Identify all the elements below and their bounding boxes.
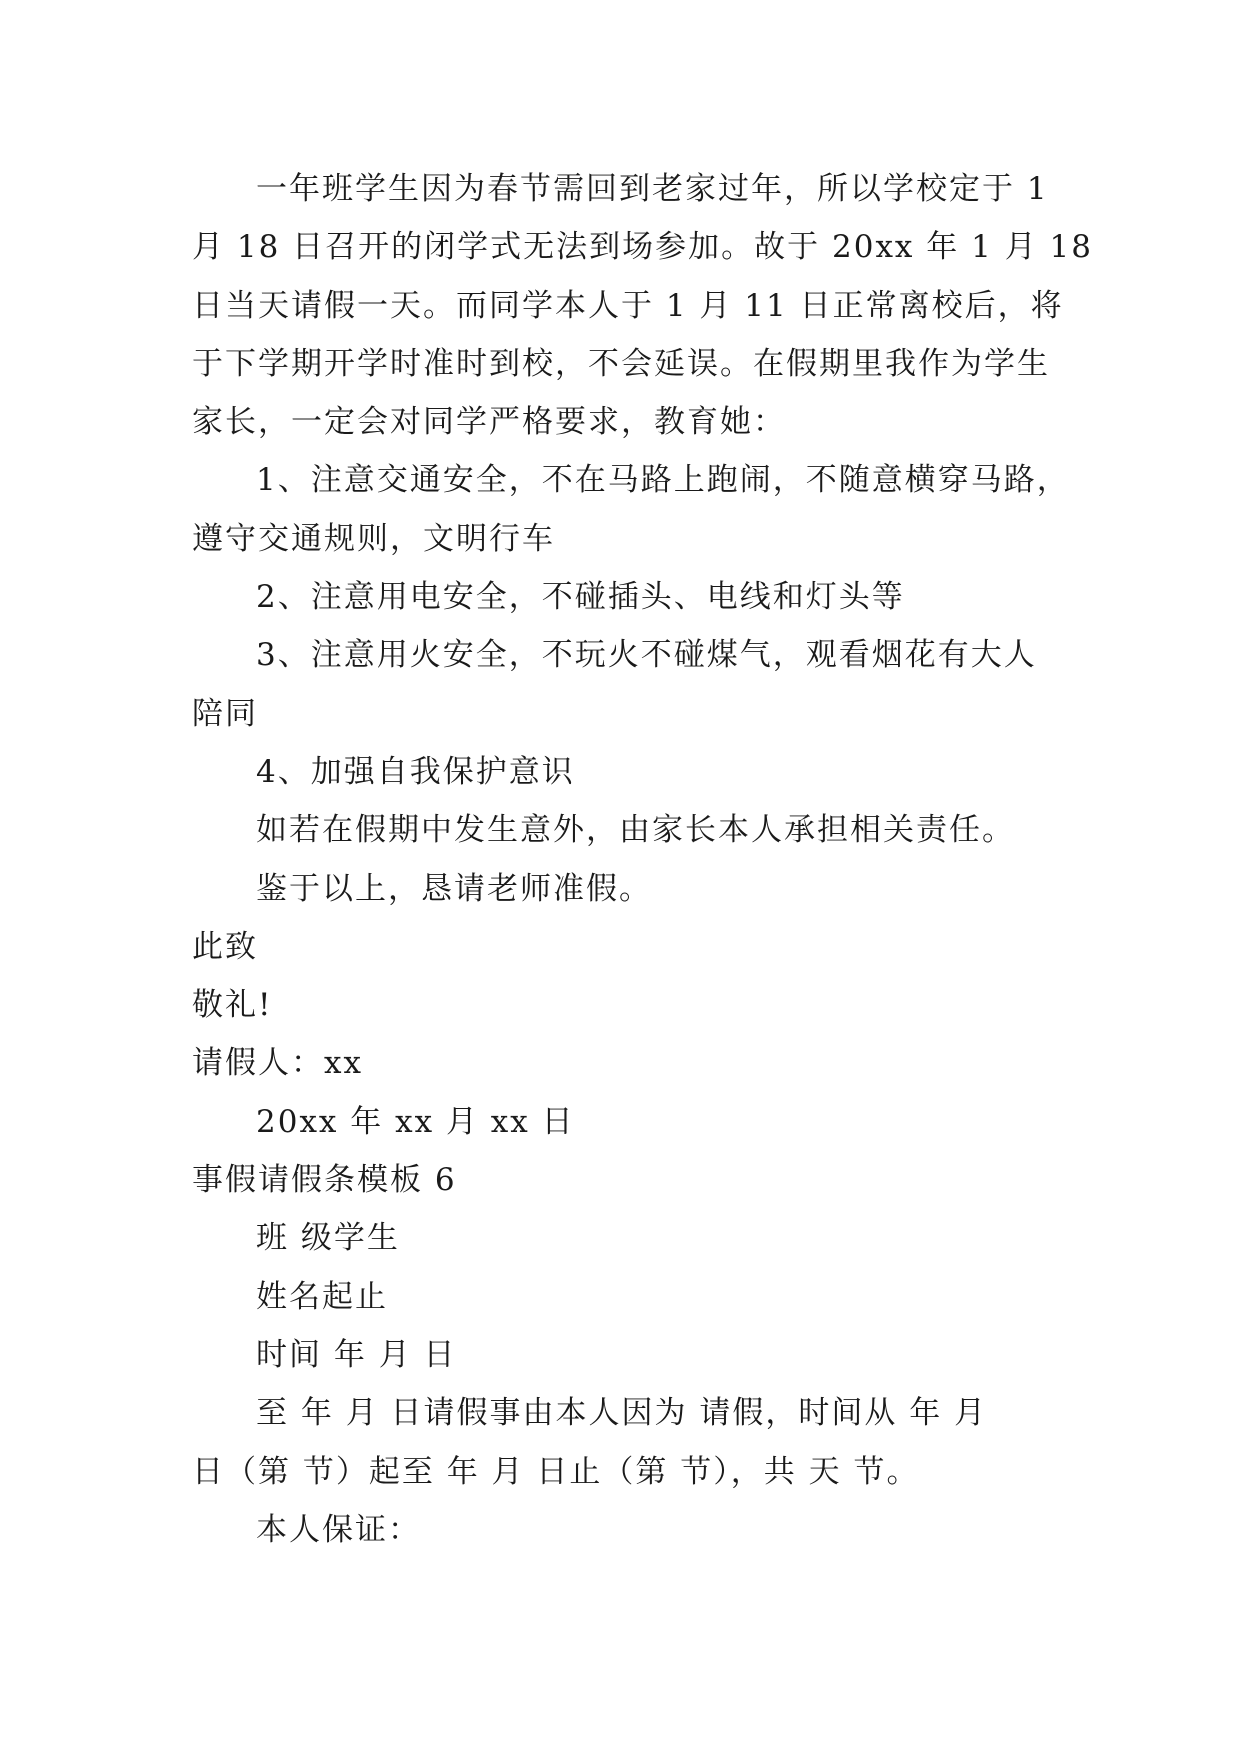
list-item-line: 3、注意用火安全，不玩火不碰煤气，观看烟花有大人 [256,637,1037,674]
closing-line: 敬礼! [192,987,273,1024]
list-item-line: 陪同 [192,695,258,732]
paragraph-line: 一年班学生因为春节需回到老家过年，所以学校定于 1 [256,171,1049,207]
list-item-line: 4、加强自我保护意识 [256,753,575,790]
signature-date: 20xx 年 xx 月 xx 日 [256,1103,575,1140]
form-field-line: 时间 年 月 日 [256,1336,457,1373]
document-body [192,160,1094,1559]
form-field-line: 姓名起止 [256,1278,388,1315]
signature-name: 请假人：xx [192,1045,363,1082]
paragraph-line: 日（第 节）起至 年 月 日止（第 节），共 天 节。 [192,1453,920,1490]
paragraph-line: 月 18 日召开的闭学式无法到场参加。故于 20xx 年 1 月 18 [192,229,1094,266]
list-item-line: 1、注意交通安全，不在马路上跑闹，不随意横穿马路， [256,462,1070,499]
list-item-line: 2、注意用电安全，不碰插头、电线和灯头等 [256,579,905,616]
paragraph-line: 至 年 月 日请假事由本人因为 请假，时间从 年 月 [256,1395,988,1432]
paragraph-line: 本人保证： [256,1511,421,1548]
closing-line: 此致 [192,928,258,965]
form-field-line: 班 级学生 [256,1220,400,1257]
list-item-line: 遵守交通规则，文明行车 [192,520,555,557]
paragraph-line: 家长，一定会对同学严格要求，教育她： [192,404,786,441]
paragraph-line: 于下学期开学时准时到校，不会延误。在假期里我作为学生 [192,345,1050,382]
paragraph-line: 日当天请假一天。而同学本人于 1 月 11 日正常离校后，将 [192,287,1064,324]
paragraph-line: 鉴于以上，恳请老师准假。 [256,870,652,907]
section-title: 事假请假条模板 6 [192,1162,457,1199]
paragraph-line: 如若在假期中发生意外，由家长本人承担相关责任。 [256,812,1015,849]
